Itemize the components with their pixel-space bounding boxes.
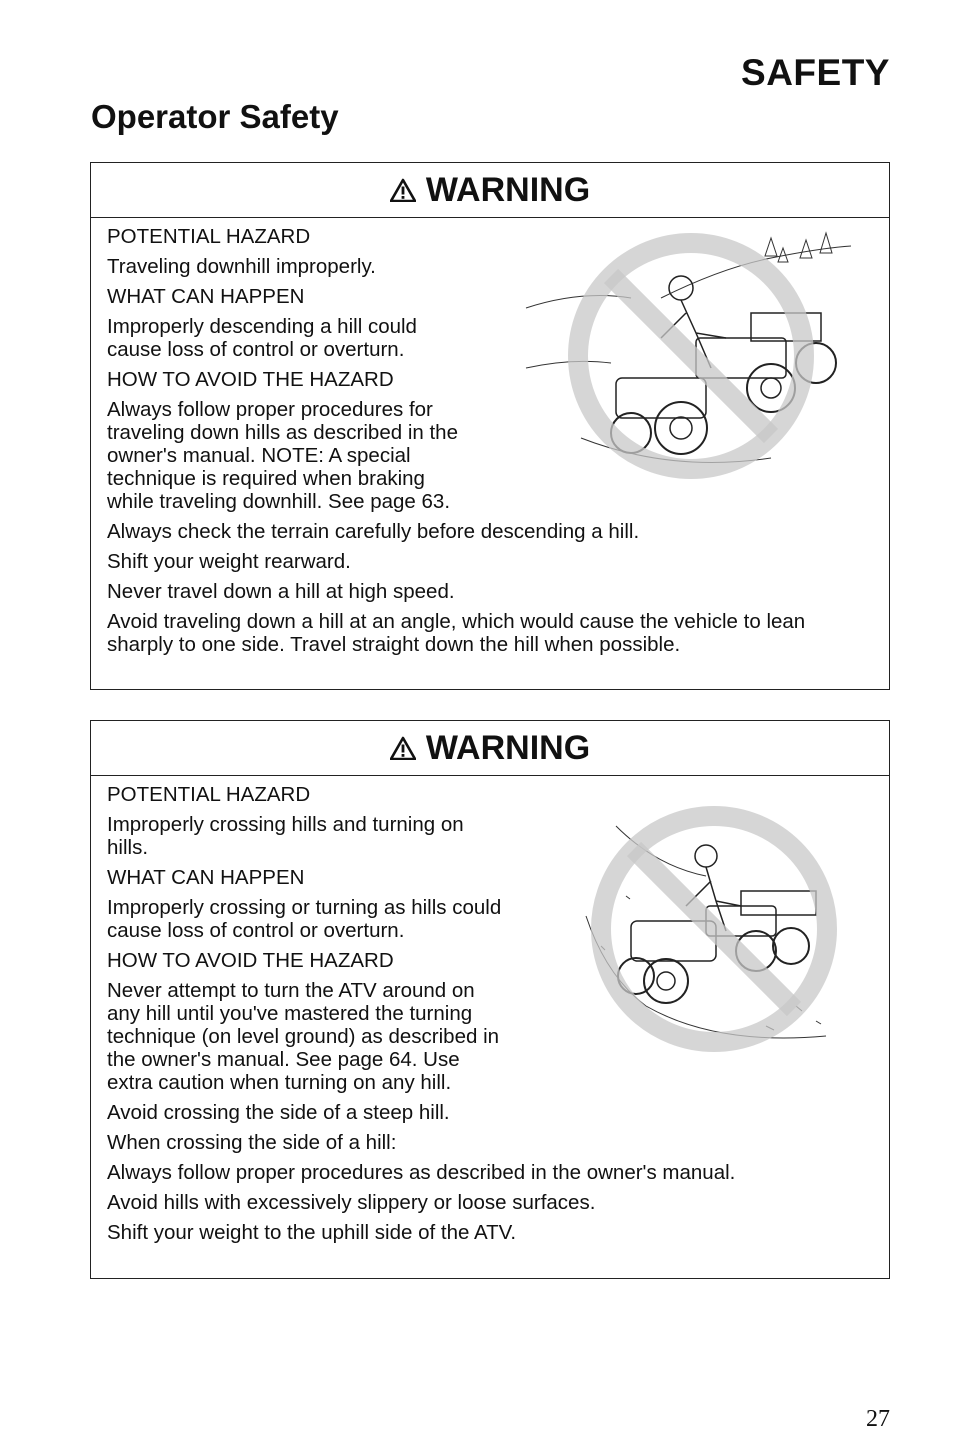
avoidance-instruction: Never travel down a hill at high speed.: [107, 580, 455, 603]
warning-box-downhill: [90, 162, 890, 690]
avoidance-instruction: Always check the terrain carefully before descending a hill.: [107, 520, 640, 543]
warning-header: [91, 163, 889, 218]
avoidance-heading: HOW TO AVOID THE HAZARD: [107, 368, 394, 391]
page-heading: Operator Safety: [91, 98, 339, 135]
page-number: 27: [866, 1406, 890, 1432]
warning-header: [91, 721, 889, 776]
hazard-heading: POTENTIAL HAZARD: [107, 783, 311, 806]
consequence-heading: WHAT CAN HAPPEN: [107, 866, 305, 889]
warning-label: WARNING: [425, 728, 591, 767]
hazard-description: Traveling downhill improperly.: [107, 255, 376, 278]
warning-triangle-icon: [390, 178, 416, 202]
avoidance-instruction: Avoid hills with excessively slippery or loose surfaces.: [107, 1191, 596, 1214]
avoidance-instruction: Shift your weight rearward.: [107, 550, 351, 573]
consequence-heading: WHAT CAN HAPPEN: [107, 285, 305, 308]
hazard-description: Improperly crossing hills and turning on hills.: [107, 813, 464, 859]
hazard-heading: POTENTIAL HAZARD: [107, 225, 311, 248]
atv-downhill-prohibited-illustration: [521, 228, 856, 488]
avoidance-instruction: Never attempt to turn the ATV around on any hill until you've mastered the turning technique (on level ground) as described in the owner's manual. See page 64. Use extra caution when turning on any hill.: [107, 979, 500, 1094]
avoidance-instruction: Always follow proper procedures for traveling down hills as described in the owner's manual. NOTE: A special technique is required when braking while traveling downhill. See page 63.: [107, 398, 458, 513]
warning-triangle-icon: [390, 736, 416, 760]
warning-box-crossing: [90, 720, 890, 1279]
section-title: SAFETY: [741, 52, 890, 93]
consequence-description: Improperly descending a hill could cause loss of control or overturn.: [107, 315, 417, 361]
avoidance-instruction: When crossing the side of a hill:: [107, 1131, 397, 1154]
avoidance-instruction: Avoid crossing the side of a steep hill.: [107, 1101, 450, 1124]
avoidance-heading: HOW TO AVOID THE HAZARD: [107, 949, 394, 972]
consequence-description: Improperly crossing or turning as hills could cause loss of control or overturn.: [107, 896, 502, 942]
warning-label: WARNING: [425, 170, 591, 209]
avoidance-instruction: Avoid traveling down a hill at an angle, which would cause the vehicle to lean sharply to one side. Travel straight down the hill when possible.: [107, 610, 806, 656]
avoidance-instruction: Shift your weight to the uphill side of the ATV.: [107, 1221, 517, 1244]
atv-hill-crossing-prohibited-illustration: [566, 806, 866, 1056]
avoidance-instruction: Always follow proper procedures as described in the owner's manual.: [107, 1161, 736, 1184]
